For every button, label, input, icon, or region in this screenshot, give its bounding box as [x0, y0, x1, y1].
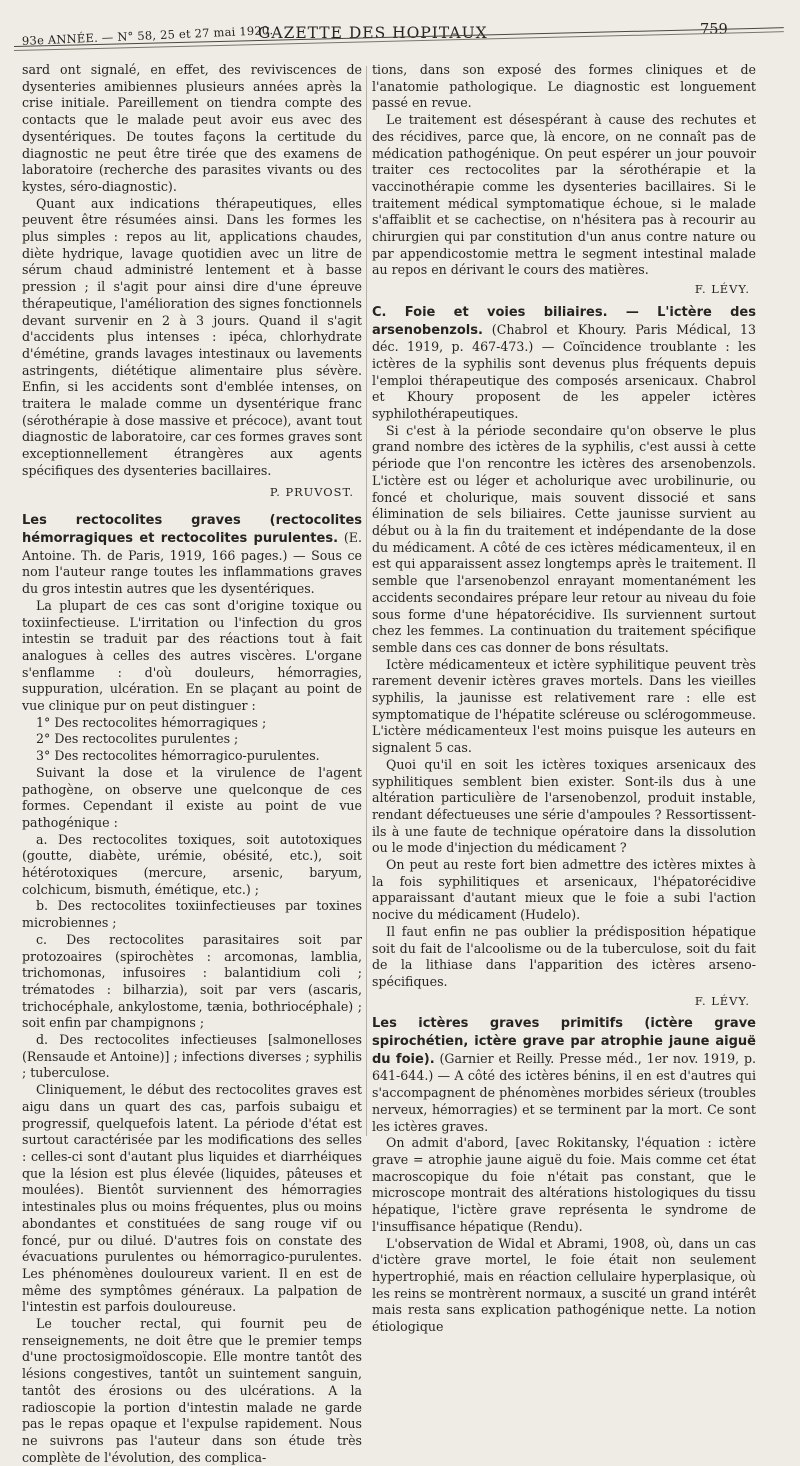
section-reference-garnier: (Garnier et Reilly. Presse méd., 1er nov. 1919, p. 641-644.) — [372, 1050, 757, 1084]
list-item: d. Des rectocolites infectieuses [salmonelloses (Rensaude et Antoine)] ; infections diverses ; syphilis ; tuberculose. — [22, 1032, 362, 1081]
paragraph-cause: La plupart de ces cas sont d'origine toxique ou toxiinfectieuse. L'irritation ou l'infection du gros intestin se traduit par des réactions tout à fait analogues à celles des autres viscères. L'organe s'enflamme : d'où douleurs, hémorragies, suppuration, ulcération. En se plaçant au point de vue clinique pur on peut distinguer : — [22, 597, 362, 714]
paragraph-mixtes: On peut au reste fort bien admettre des ictères mixtes à la fois syphilitiques et arsenicaux, l'hépatorécidive apparaissant d'autant mieux que le foie a subi l'action nocive du médicament (Hudelo). — [372, 857, 756, 923]
paragraph-widal: L'observation de Widal et Abrami, 1908, où, dans un cas d'ictère grave mortel, le foie était non seulement hypertrophié, mais en réaction cellulaire hyperplasique, où les reins se montrèrent normaux, a suscité un grand intérêt mais resta sans explication pathogénique nette. La notion étiologique — [372, 1235, 756, 1335]
paragraph-rokitansky: On admit d'abord, [avec Rokitansky, l'équation : ictère grave = atrophie jaune aiguë du foie. Mais comme cet état macroscopique du foie n'était pas constant, que le microscope montrait des altérations histologiques du tissu hépatique, l'ictère grave représenta le syndrome de l'insuffisance hépatique (Rendu). — [372, 1135, 756, 1234]
page-number: 759 — [700, 22, 728, 38]
section-c — [372, 304, 756, 423]
causes-list — [22, 832, 362, 1083]
paragraph-traitement: Le traitement est désespérant à cause des rechutes et des récidives, parce que, là encore, on ne connaît pas de médication pathogénique. On peut espérer un jour pouvoir traiter ces rectocolites par la sérothérapie et la vaccinothérapie comme les dysenteries bacillaires. Si le traitement médical symptomatique échoue, si le malade s'affaiblit et se cachectise, on n'hésitera pas à recourir au chirurgien qui par constitution d'un anus contre nature ou par appendicostomie mettra le segment intestinal malade au repos en dérivant le cours des matières. — [372, 112, 756, 278]
section-reference-antoine: (E. Antoine. Th. de Paris, 1919, 166 pages.) — [22, 529, 362, 563]
list-item: 2° Des rectocolites purulentes ; — [36, 731, 239, 747]
signature-pruvost: P. PRUVOST. — [269, 484, 354, 499]
paragraph-clinique: Cliniquement, le début des rectocolites graves est aigu dans un quart des cas, parfois subaigu et progressif, quelquefois latent. La période d'état est surtout caractérisée par les modifications des selles : celles-ci sont d'autant plus liquides et diarrhéiques que la lésion est plus élevée (liquides, pâteuses et moulées). Bientôt surviennent des hémorragies intestinales plus ou moins fréquentes, plus ou moins abondantes et constituées de sang rouge vif ou foncé, pur ou dilué. D'autres fois on constate des évacuations purulentes ou hémorragico-purulentes. Les phénomènes douloureux varient. Il en est de même des symptômes généraux. La palpation de l'intestin est parfois douloureuse. — [22, 1082, 362, 1315]
paragraph-virulence: Suivant la dose et la virulence de l'agent pathogène, on observe une quelconque de ces formes. Cependant il existe au point de vue pathogénique : — [22, 764, 362, 830]
list-item: b. Des rectocolites toxiinfectieuses par toxines microbiennes ; — [22, 898, 362, 931]
section-lead-foie: — Coïncidence troublante : les ictères de la syphilis sont devenus plus fréquents depuis l'emploi thérapeutique des composés arsenicaux. Chabrol et Khoury proposent de les appeler ictères syphilothérapeutiques. — [372, 339, 756, 422]
section-lead-icteres: — A côté des ictères bénins, il en est d'autres qui s'accompagnent de phénomènes morbides sérieux (troubles nerveux, hémorragies) et se terminent par la mort. Ce sont les ictères graves. — [372, 1068, 756, 1134]
intro-paragraph-2: Quant aux indications thérapeutiques, elles peuvent être résumées ainsi. Dans les formes les plus simples : repos au lit, applications chaudes, diète hydrique, lavage quotidien avec un litre de sérum chaud administré lentement et à basse pression ; il s'agit pour ainsi dire d'une épreuve thérapeutique, l'amélioration des signes fonctionnels devant survenir en 2 à 3 jours. Quand il s'agit d'accidents plus intenses : ipéca, chlorhydrate d'émétine, grands lavages intestinaux ou lavements astringents, diététique alimentaire plus sévère. Enfin, si les accidents sont d'emblée intenses, on traitera le malade comme un dysentérique franc (sérothérapie à dose massive et précoce), avant tout diagnostic de laboratoire, car ces formes graves sont exceptionnellement étrangères aux agents spécifiques des dysenteries bacillaires. — [22, 195, 362, 478]
paragraph-toucher: Le toucher rectal, qui fournit peu de renseignements, ne doit être que le premier temps d'une proctosigmoïdoscopie. Elle montre tantôt des lésions congestives, tantôt un suintement sanguin, tantôt des érosions ou des ulcérations. A la radioscopie la portion d'intestin malade ne garde pas le repas opaque et l'expulse rapidement. Nous ne suivrons pas l'auteur dans son étude très complète de l'évolution, des complica- — [22, 1316, 362, 1465]
section-title-rectocolites: Les rectocolites graves (rectocolites hémorragiques et rectocolites purulentes. — [22, 513, 362, 546]
forms-list — [22, 715, 362, 765]
column-divider — [366, 66, 367, 1136]
journal-title: GAZETTE DES HOPITAUX — [258, 24, 488, 42]
section-title-foie: C. Foie et voies biliaires. — L'ictère des arsenobenzols. — [372, 304, 756, 338]
rectocolites-section — [22, 512, 362, 598]
paragraph-graves: Ictère médicamenteux et ictère syphilitique peuvent très rarement devenir ictères graves mortels. Dans les vieilles syphilis, la jaunisse est relativement rare : elle est symptomatique de l'hépatite scléreuse ou sclérogommeuse. L'ictère médicamenteux l'est moins puisque les auteurs en signalent 5 cas. — [372, 656, 756, 756]
intro-paragraph-1: sard ont signalé, en effet, des reviviscences de dysenteries amibiennes plusieurs années après la crise initiale. Pareillement on tiendra compte des contacts que le malade peut avoir eus avec des dysentériques. De toutes façons la certitude du diagnostic ne peut être tirée que des examens de laboratoire (recherche des parasites vivants ou des kystes, séro-diagnostic). — [22, 62, 362, 194]
paragraph-periode: Si c'est à la période secondaire qu'on observe le plus grand nombre des ictères de la syphilis, c'est aussi à cette période que l'on rencontre les ictères des arsenobenzols. L'ictère est ou léger et acholurique avec urobilinurie, ou foncé et cholurique, mais souvent dissocié et sans élimination de sels biliaires. Cette jaunisse survient au début ou à la fin du traitement et indépendante de la dose du médicament. A côté de ces ictères médicamenteux, il en est qui apparaissent assez longtemps après le traitement. Il semble que l'arsenobenzol enrayant momentanément les accidents secondaires prépare leur retour au niveau du foie sous forme d'une hépatorécidive. Ils surviennent surtout chez les femmes. La continuation du traitement spécifique semble dans ces cas donner de bons résultats. — [372, 422, 756, 655]
page-header — [0, 22, 800, 56]
right-column — [372, 62, 756, 1336]
left-column — [22, 62, 362, 1466]
section-reference-chabrol: (Chabrol et Khoury. Paris Médical, 13 déc. 1919, p. 467-473.) — [372, 321, 756, 355]
list-item: c. Des rectocolites parasitaires soit par protozoaires (spirochètes : arcomonas, lamblia, trichomonas, infusoires : balantidium coli ; trématodes : bilharzia), soit par vers (ascaris, trichocéphale, ankylostome, tænia, bothriocéphale) ; soit enfin par champignons ; — [22, 931, 362, 1031]
section-title-icteres-graves: Les ictères graves primitifs (ictère grave spirochétien, ictère grave par atrophie jaune aiguë du foie). — [372, 1016, 756, 1067]
list-item: a. Des rectocolites toxiques, soit autotoxiques (goutte, diabète, urémie, obésité, etc.), soit hétérotoxiques (mercure, arsenic, baryum, colchicum, bismuth, émétique, etc.) ; — [22, 831, 362, 897]
list-item: 3° Des rectocolites hémorragico-purulentes. — [36, 748, 320, 764]
continuation-paragraph: tions, dans son exposé des formes cliniques et de l'anatomie pathologique. Le diagnostic est longuement passé en revue. — [372, 62, 756, 111]
section-lead-rectocolites: — Sous ce nom l'auteur range toutes les inflammations graves du gros intestin autres que les dysentériques. — [22, 547, 362, 597]
paragraph-toxiques: Quoi qu'il en soit les ictères toxiques arsenicaux des syphilitiques semblent bien exister. Sont-ils dus à une altération particulière de l'arsenobenzol, produit instable, rendant défectueuses une série d'ampoules ? Ressortissent-ils à une faute de technique opératoire dans la dissolution ou le mode d'injection du médicament ? — [372, 756, 756, 856]
issue-info: 93e ANNÉE. — N° 58, 25 et 27 mai 1920. — [21, 23, 274, 48]
list-item: 1° Des rectocolites hémorragiques ; — [36, 714, 267, 730]
signature-levy-1: F. LÉVY. — [694, 282, 750, 297]
signature-levy-2: F. LÉVY. — [694, 993, 750, 1008]
section-d — [372, 1015, 756, 1135]
paragraph-predisposition: Il faut enfin ne pas oublier la prédisposition hépatique soit du fait de l'alcoolisme ou de la tuberculose, soit du fait de la lithiase dans l'apparition des ictères arseno-spécifiques. — [372, 923, 756, 989]
